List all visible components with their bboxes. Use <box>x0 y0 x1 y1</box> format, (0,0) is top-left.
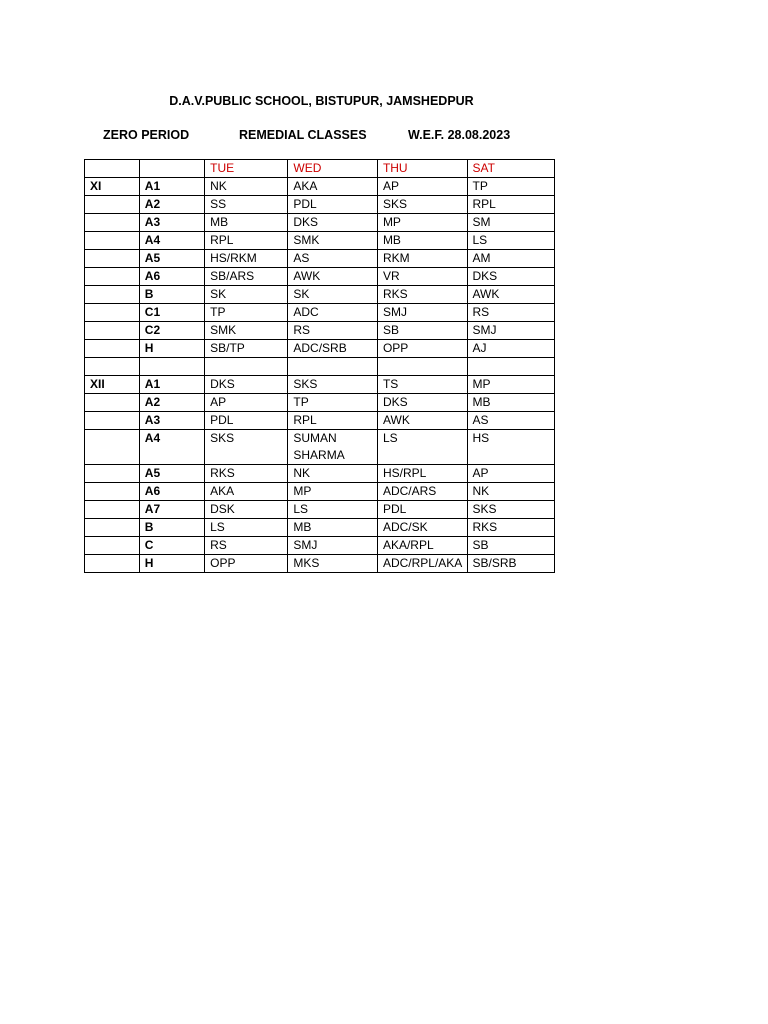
section-cell: A4 <box>139 232 204 250</box>
sat-cell: AM <box>467 250 555 268</box>
table-row <box>85 268 555 286</box>
table-row <box>85 501 555 519</box>
section-cell: H <box>139 555 204 573</box>
wed-cell: DKS <box>288 214 378 232</box>
wed-cell: SK <box>288 286 378 304</box>
tue-cell: RPL <box>205 232 288 250</box>
sat-cell: RKS <box>467 519 555 537</box>
table-row <box>85 483 555 501</box>
sat-cell: SB/SRB <box>467 555 555 573</box>
section-cell: C <box>139 537 204 555</box>
tue-cell: MB <box>205 214 288 232</box>
wed-cell: MKS <box>288 555 378 573</box>
sat-cell: DKS <box>467 268 555 286</box>
table-row <box>85 412 555 430</box>
sat-cell: HS <box>467 430 555 465</box>
class-cell <box>85 465 140 483</box>
wed-cell: RS <box>288 322 378 340</box>
day-header-cell: THU <box>377 160 467 178</box>
class-cell <box>85 430 140 465</box>
table-row <box>85 178 555 196</box>
tue-cell: SKS <box>205 430 288 465</box>
thu-cell <box>377 358 467 376</box>
tue-cell: AKA <box>205 483 288 501</box>
sat-cell: RPL <box>467 196 555 214</box>
table-row <box>85 232 555 250</box>
section-cell <box>139 358 204 376</box>
thu-cell: ADC/SK <box>377 519 467 537</box>
class-cell: XI <box>85 178 140 196</box>
wed-cell: LS <box>288 501 378 519</box>
section-cell: A4 <box>139 430 204 465</box>
thu-cell: TS <box>377 376 467 394</box>
section-cell: H <box>139 340 204 358</box>
sat-cell: AJ <box>467 340 555 358</box>
class-cell <box>85 232 140 250</box>
wed-cell: ADC <box>288 304 378 322</box>
thu-cell: AWK <box>377 412 467 430</box>
class-cell <box>85 214 140 232</box>
thu-cell: OPP <box>377 340 467 358</box>
tue-cell: RKS <box>205 465 288 483</box>
class-cell <box>85 537 140 555</box>
sat-cell: SM <box>467 214 555 232</box>
class-cell <box>85 304 140 322</box>
class-cell <box>85 286 140 304</box>
wed-cell: SMK <box>288 232 378 250</box>
thu-cell: MB <box>377 232 467 250</box>
tue-cell: RS <box>205 537 288 555</box>
thu-cell: SB <box>377 322 467 340</box>
day-header-cell: WED <box>288 160 378 178</box>
section-cell: C1 <box>139 304 204 322</box>
section-cell: B <box>139 286 204 304</box>
tue-cell: PDL <box>205 412 288 430</box>
table-row <box>85 214 555 232</box>
table-row <box>85 358 555 376</box>
section-cell: A2 <box>139 196 204 214</box>
tue-cell: SS <box>205 196 288 214</box>
section-cell: A5 <box>139 250 204 268</box>
tue-cell: DSK <box>205 501 288 519</box>
section-cell: A1 <box>139 178 204 196</box>
day-header-cell: SAT <box>467 160 555 178</box>
tue-cell: LS <box>205 519 288 537</box>
remedial-classes-label: REMEDIAL CLASSES <box>239 128 367 142</box>
class-cell <box>85 358 140 376</box>
class-cell <box>85 519 140 537</box>
tue-cell: OPP <box>205 555 288 573</box>
table-row <box>85 537 555 555</box>
sat-cell: MP <box>467 376 555 394</box>
wed-cell: SKS <box>288 376 378 394</box>
wed-cell: SUMAN SHARMA <box>288 430 378 465</box>
sat-cell: RS <box>467 304 555 322</box>
class-cell <box>85 501 140 519</box>
sat-cell: TP <box>467 178 555 196</box>
thu-cell: PDL <box>377 501 467 519</box>
table-row <box>85 394 555 412</box>
tue-cell: AP <box>205 394 288 412</box>
wed-cell <box>288 358 378 376</box>
thu-cell: RKS <box>377 286 467 304</box>
remedial-schedule-table <box>84 159 555 573</box>
section-cell: B <box>139 519 204 537</box>
thu-cell: VR <box>377 268 467 286</box>
tue-cell: SB/TP <box>205 340 288 358</box>
sat-cell: AP <box>467 465 555 483</box>
thu-cell: DKS <box>377 394 467 412</box>
wed-cell: TP <box>288 394 378 412</box>
section-cell: A5 <box>139 465 204 483</box>
wed-cell: NK <box>288 465 378 483</box>
thu-cell: MP <box>377 214 467 232</box>
thu-cell: ADC/RPL/AKA <box>377 555 467 573</box>
thu-cell: AP <box>377 178 467 196</box>
table-row <box>85 465 555 483</box>
tue-cell: SMK <box>205 322 288 340</box>
class-cell <box>85 340 140 358</box>
sat-cell: AWK <box>467 286 555 304</box>
section-cell: A6 <box>139 483 204 501</box>
thu-cell: LS <box>377 430 467 465</box>
class-cell <box>85 555 140 573</box>
class-cell <box>85 250 140 268</box>
class-cell <box>85 322 140 340</box>
page-title: D.A.V.PUBLIC SCHOOL, BISTUPUR, JAMSHEDPUR <box>169 94 474 108</box>
section-cell: C2 <box>139 322 204 340</box>
section-cell: A6 <box>139 268 204 286</box>
thu-cell: HS/RPL <box>377 465 467 483</box>
tue-cell: SB/ARS <box>205 268 288 286</box>
tue-cell: DKS <box>205 376 288 394</box>
wed-cell: ADC/SRB <box>288 340 378 358</box>
section-cell: A3 <box>139 214 204 232</box>
table-row <box>85 286 555 304</box>
sat-cell: LS <box>467 232 555 250</box>
wed-cell: AS <box>288 250 378 268</box>
class-cell <box>85 394 140 412</box>
section-cell: A7 <box>139 501 204 519</box>
tue-cell: NK <box>205 178 288 196</box>
section-cell: A2 <box>139 394 204 412</box>
wed-cell: AKA <box>288 178 378 196</box>
class-cell <box>85 196 140 214</box>
class-cell <box>85 412 140 430</box>
sat-cell: AS <box>467 412 555 430</box>
wed-cell: SMJ <box>288 537 378 555</box>
thu-cell: AKA/RPL <box>377 537 467 555</box>
tue-cell <box>205 358 288 376</box>
sat-cell: NK <box>467 483 555 501</box>
table-row <box>85 519 555 537</box>
table-row <box>85 376 555 394</box>
thu-cell: RKM <box>377 250 467 268</box>
table-row <box>85 340 555 358</box>
sat-cell: SB <box>467 537 555 555</box>
table-row <box>85 250 555 268</box>
sat-cell: SKS <box>467 501 555 519</box>
class-cell <box>85 160 140 178</box>
table-row <box>85 322 555 340</box>
schedule-body <box>85 160 555 573</box>
tue-cell: HS/RKM <box>205 250 288 268</box>
tue-cell: TP <box>205 304 288 322</box>
day-header-cell: TUE <box>205 160 288 178</box>
wed-cell: PDL <box>288 196 378 214</box>
table-row <box>85 430 555 465</box>
wed-cell: AWK <box>288 268 378 286</box>
tue-cell: SK <box>205 286 288 304</box>
thu-cell: SMJ <box>377 304 467 322</box>
section-cell: A3 <box>139 412 204 430</box>
table-row <box>85 555 555 573</box>
day-header-row <box>85 160 555 178</box>
section-cell: A1 <box>139 376 204 394</box>
sat-cell <box>467 358 555 376</box>
zero-period-label: ZERO PERIOD <box>103 128 190 142</box>
wed-cell: RPL <box>288 412 378 430</box>
thu-cell: SKS <box>377 196 467 214</box>
class-cell: XII <box>85 376 140 394</box>
effective-date-label: W.E.F. 28.08.2023 <box>408 128 511 142</box>
section-cell <box>139 160 204 178</box>
wed-cell: MB <box>288 519 378 537</box>
sat-cell: MB <box>467 394 555 412</box>
sat-cell: SMJ <box>467 322 555 340</box>
table-row <box>85 304 555 322</box>
class-cell <box>85 268 140 286</box>
table-row <box>85 196 555 214</box>
class-cell <box>85 483 140 501</box>
wed-cell: MP <box>288 483 378 501</box>
thu-cell: ADC/ARS <box>377 483 467 501</box>
